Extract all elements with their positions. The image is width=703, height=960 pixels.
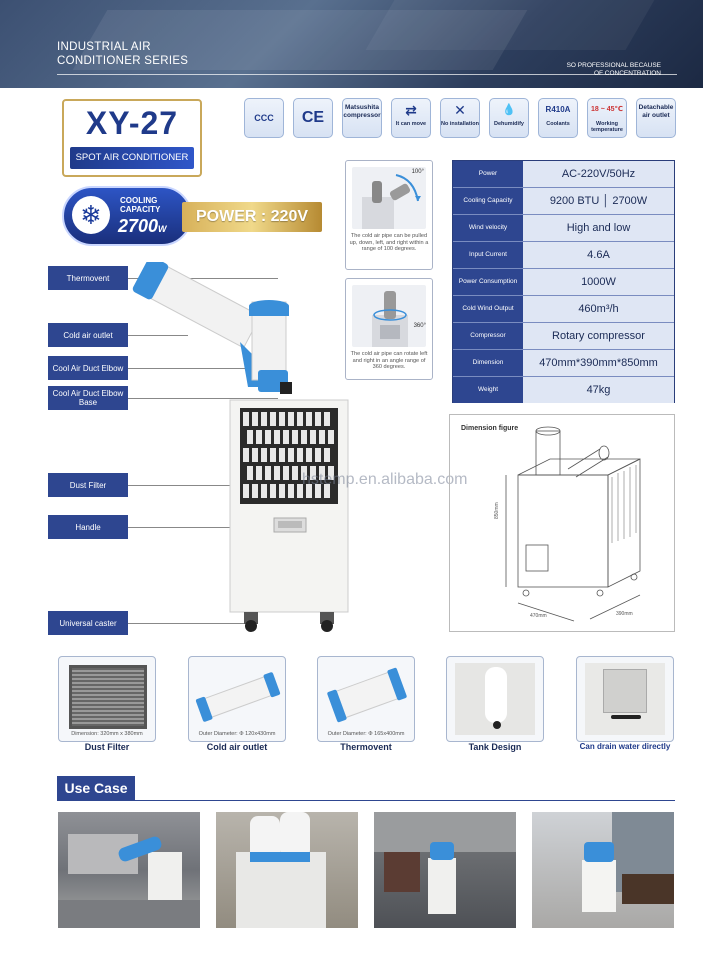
capacity-value: 2700W [118,216,167,236]
part-thermovent [317,656,415,756]
product-illustration [130,262,370,637]
label-dust-filter: Dust Filter [48,473,128,497]
capacity-label: COOLING CAPACITY [120,196,161,214]
ce-mark-icon: CE [293,98,333,138]
label-universal-caster: Universal caster [48,611,128,635]
part-frame [58,656,156,742]
dimension-title: Dimension figure [461,425,519,432]
model-badge [62,99,202,177]
header-slogan: SO PROFESSIONAL BECAUSE OF CONCENTRATION [566,62,661,77]
spec-row: Cold Wind Output 460m³/h [453,296,674,323]
label-thermovent: Thermovent [48,266,128,290]
spec-row: Wind velocity High and low [453,215,674,242]
no-installation-icon: ✕ No installation [440,98,480,138]
spec-row: Dimension 470mm*390mm*850mm [453,350,674,377]
use-case-photo-2 [216,812,358,928]
label-cool-air-duct-elbow: Cool Air Duct Elbow [48,356,128,380]
use-case-title: Use Case [57,776,135,800]
label-cold-air-outlet: Cold air outlet [48,323,128,347]
part-dust-filter [58,656,156,756]
dim-width: 390mm [616,611,633,617]
droplet-icon: 💧 Dehumidify [489,98,529,138]
series-title: INDUSTRIAL AIR CONDITIONER SERIES [57,41,189,67]
detachable-outlet-feature: Detachable air outlet [636,98,676,138]
part-frame [576,656,674,742]
drain-image [585,663,665,735]
part-name: Can drain water directly [579,742,671,751]
model-name: XY-27 [85,105,179,141]
capacity-badge [62,186,320,246]
spec-row: Cooling Capacity 9200 BTU │ 2700W [453,188,674,215]
part-tank-design [446,656,544,756]
spec-row: Power Consumption 1000W [453,269,674,296]
move-icon: ⇄ It can move [391,98,431,138]
spec-table [452,160,675,403]
tank-image [455,663,535,735]
power-label: POWER : 220V [182,202,322,232]
use-case-photo-4 [532,812,674,928]
info-box-tilt [345,160,433,270]
model-subtitle: SPOT AIR CONDITIONER [70,147,194,169]
watermark: hstemp.en.alibaba.com [302,471,468,488]
tilt-illustration [352,167,426,229]
header-banner [0,0,703,88]
use-case-photo-1 [58,812,200,928]
angle-360: 360° [413,323,426,329]
spec-row: Power AC-220V/50Hz [453,161,674,188]
dim-height: 850mm [494,502,500,519]
dim-depth: 470mm [530,613,547,619]
snowflake-icon: ❄ [72,196,110,234]
part-dimension: Dimension: 320mm x 380mm [71,731,143,737]
spec-row: Weight 47kg [453,377,674,404]
ccc-mark-icon: CCC [244,98,284,138]
part-name: Cold air outlet [206,742,268,752]
use-case-divider [57,800,675,801]
part-name: Dust Filter [84,742,130,752]
dimension-figure [449,414,675,632]
part-frame [446,656,544,742]
part-frame [188,656,286,742]
part-drain-water [576,656,674,756]
part-frame [317,656,415,742]
part-name: Tank Design [468,742,522,752]
label-cool-air-duct-elbow-base: Cool Air Duct Elbow Base [48,386,128,410]
spec-row: Compressor Rotary compressor [453,323,674,350]
label-handle: Handle [48,515,128,539]
filter-image [69,665,147,729]
part-dimension: Outer Diameter: Φ 165x400mm [327,731,405,737]
rotate-description: The cold air pipe can rotate left and right in an angle range of 360 degrees. [350,351,428,370]
spec-row: Input Current 4.6A [453,242,674,269]
matsushita-compressor-feature: Matsushita compressor [342,98,382,138]
feature-icons [244,98,680,140]
tilt-description: The cold air pipe can be pulled up, down, left, and right within a range of 100 degrees. [349,233,429,252]
part-dimension: Outer Diameter: Φ 120x430mm [198,731,276,737]
use-case-photo-3 [374,812,516,928]
part-name: Thermovent [340,742,392,752]
temperature-icon: 18 ~ 45℃ Working temperature [587,98,627,138]
angle-100: 100° [411,169,424,175]
part-cold-air-outlet [188,656,286,756]
coolant-icon: R410A Coolants [538,98,578,138]
